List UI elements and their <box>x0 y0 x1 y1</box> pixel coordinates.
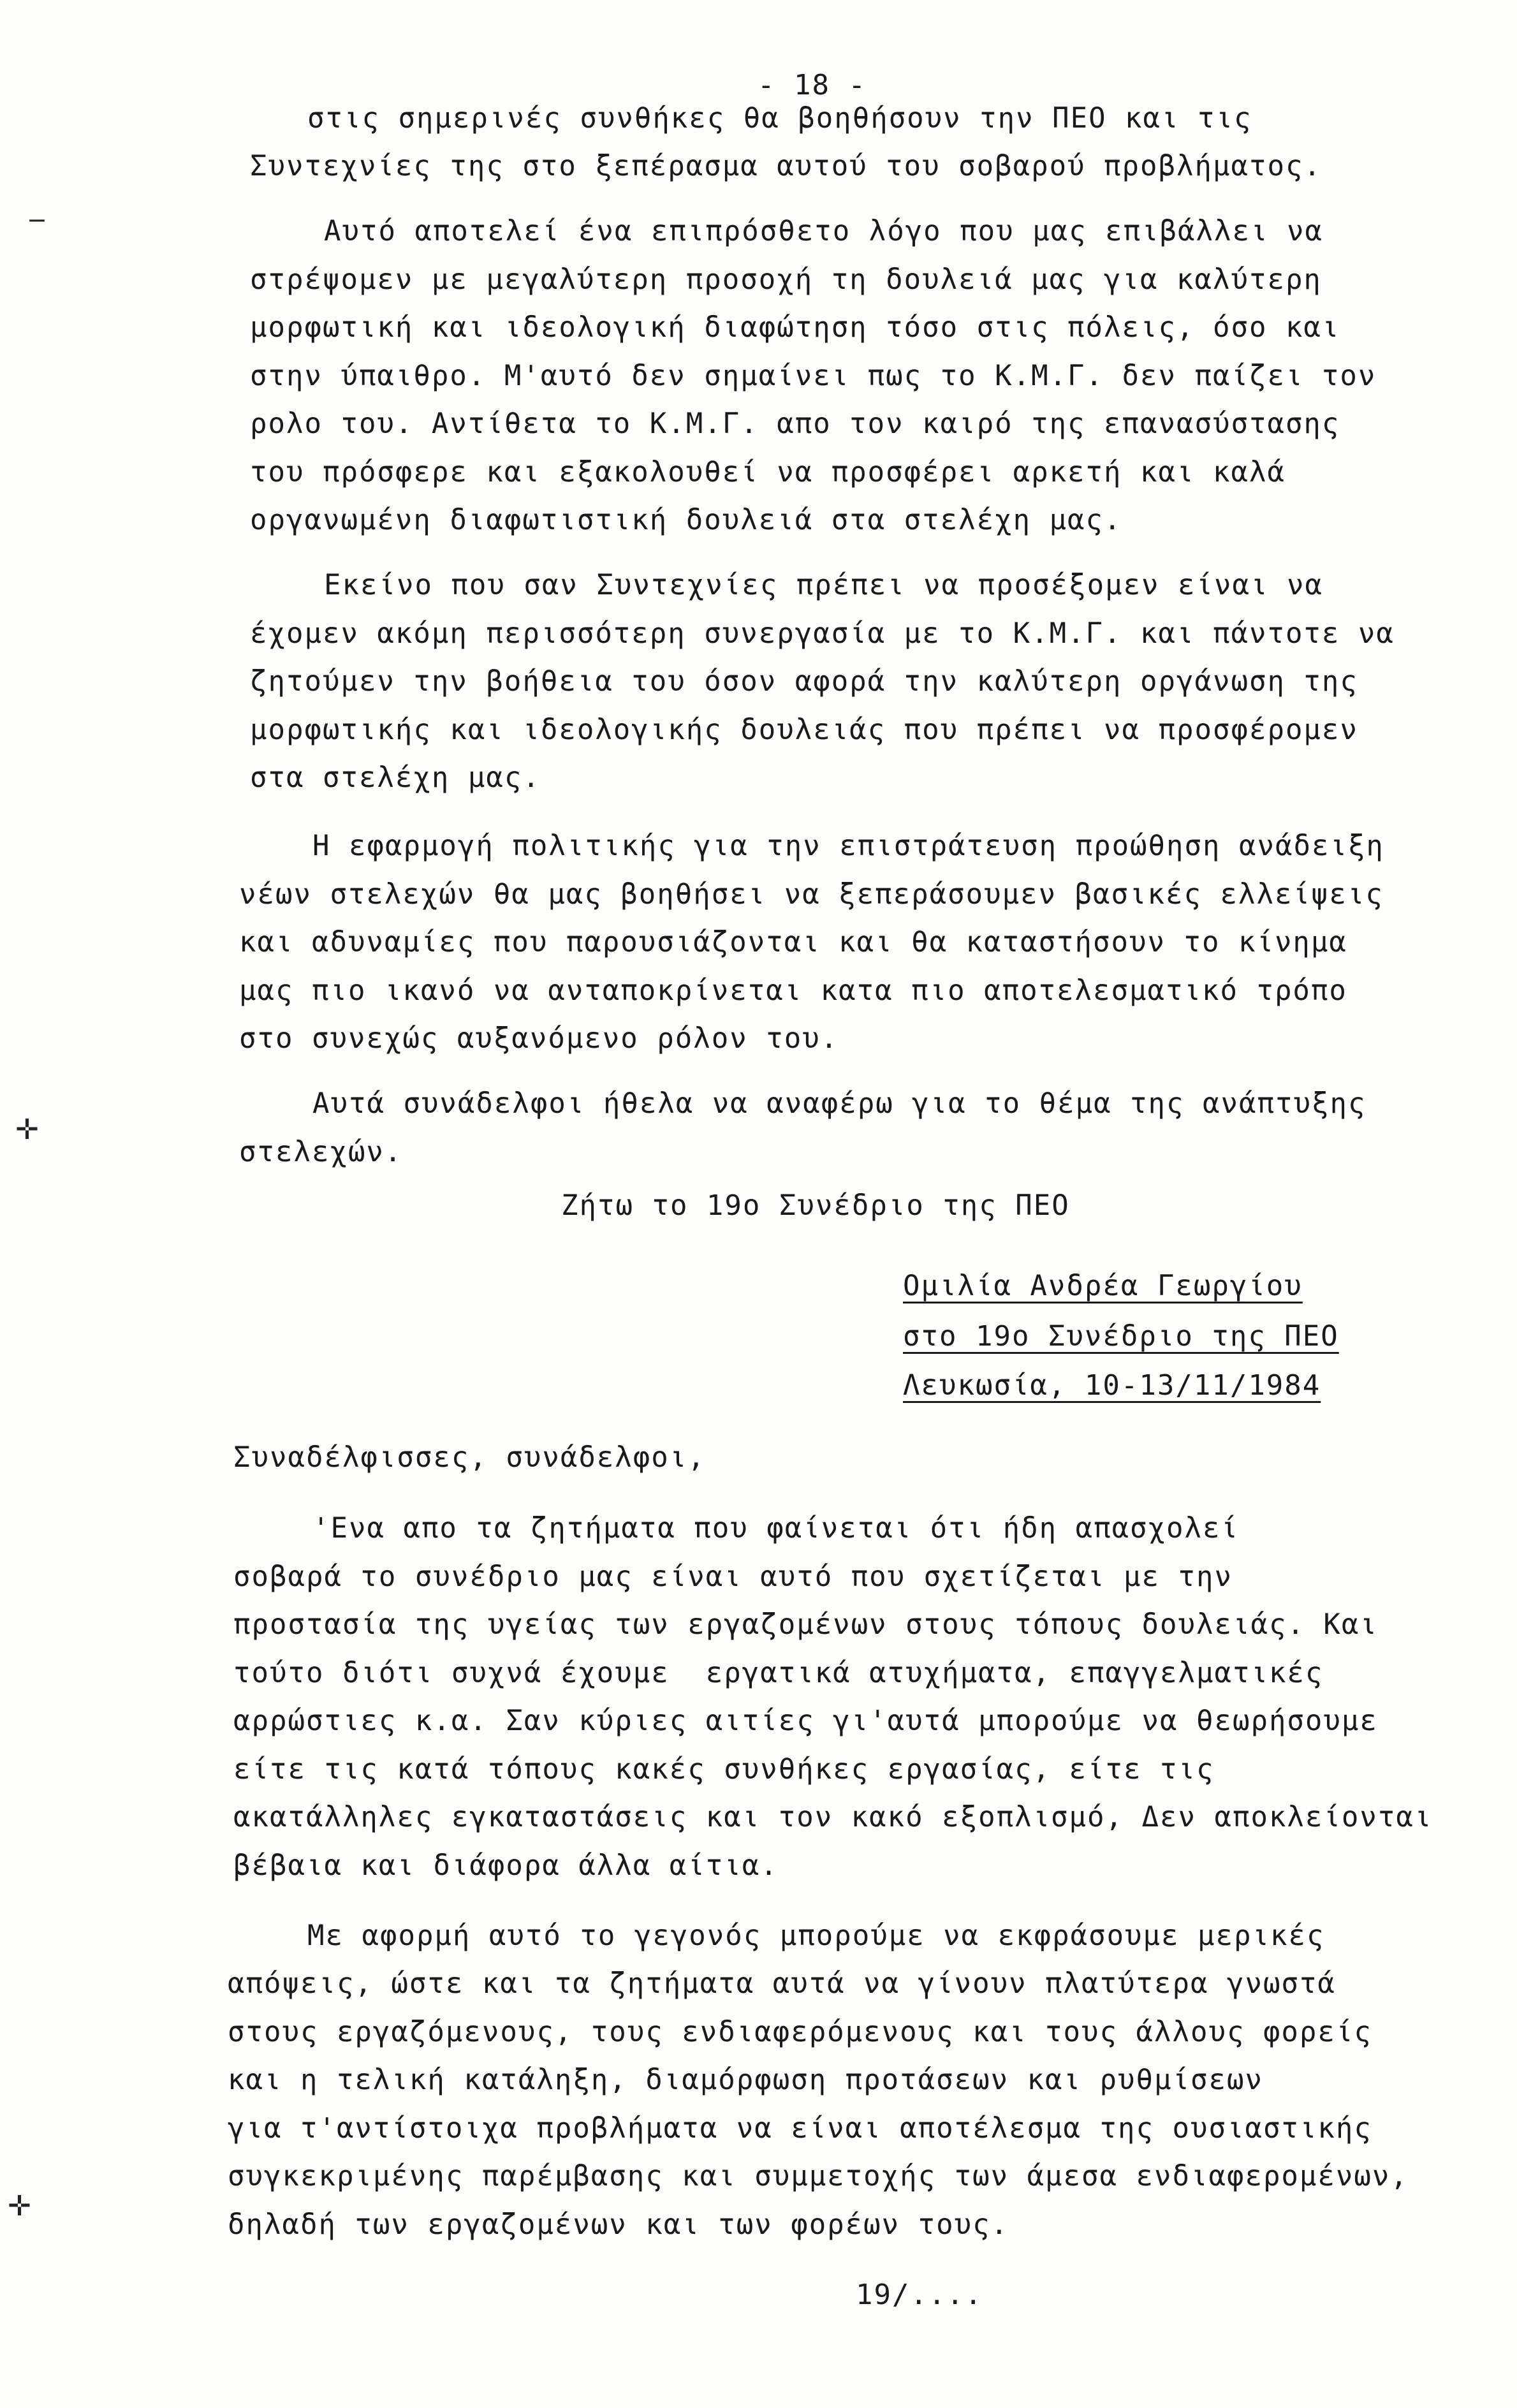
text-line: μορφωτική και ιδεολογική διαφώτηση τόσο στις πόλεις, όσο και <box>250 311 1340 344</box>
text-line: έχομεν ακόμη περισσότερη συνεργασία με το Κ.Μ.Γ. και πάντοτε να <box>250 617 1395 650</box>
text-line: σοβαρά το συνέδριο μας είναι αυτό που σχετίζεται με την <box>233 1560 1233 1593</box>
text-line: οργανωμένη διαφωτιστική δουλειά στα στελέχη μας. <box>250 504 1122 536</box>
text-line: τούτο διότι συχνά έχουμε εργατικά ατυχήματα, επαγγελματικές <box>233 1657 1324 1689</box>
text-line: 'Ενα απο τα ζητήματα που φαίνεται ότι ήδη απασχολεί <box>312 1512 1240 1545</box>
text-line: στο συνεχώς αυξανόμενο ρόλον του. <box>239 1022 839 1055</box>
text-line: Με αφορμή αυτό το γεγονός μπορούμε να εκφράσουμε μερικές <box>307 1920 1325 1952</box>
margin-mark-icon: ✛ <box>15 1113 40 1146</box>
text-line: Εκείνο που σαν Συντεχνίες πρέπει να προσέξομεν είναι να <box>324 569 1323 601</box>
text-line: απόψεις, ώστε και τα ζητήματα αυτά να γίνουν πλατύτερα γνωστά <box>228 1967 1336 2000</box>
text-line: του πρόσφερε και εξακολουθεί να προσφέρει αρκετή και καλά <box>250 456 1286 488</box>
margin-mark-icon: ‒ <box>28 203 47 235</box>
text-line: προστασία της υγείας των εργαζομένων στους τόπους δουλειάς. Και <box>233 1608 1378 1641</box>
text-line: Η εφαρμογή πολιτικής για την επιστράτευση προώθηση ανάδειξη <box>312 830 1384 862</box>
text-line: νέων στελεχών θα μας βοηθήσει να ξεπεράσουμεν βασικές ελλείψεις <box>239 878 1384 911</box>
text-line: ρολο του. Αντίθετα το Κ.Μ.Γ. απο τον καιρό της επανασύστασης <box>250 407 1340 440</box>
text-line: Αυτό αποτελεί ένα επιπρόσθετο λόγο που μας επιβάλλει να <box>324 215 1323 247</box>
margin-mark-icon: ✛ <box>8 2190 33 2222</box>
text-line: Συντεχνίες της στο ξεπέρασμα αυτού του σοβαρού προβλήματος. <box>250 150 1322 182</box>
page-number: - 18 - <box>758 69 867 101</box>
continuation-marker: 19/.... <box>856 2279 983 2311</box>
closing-line: Ζήτω το 19ο Συνέδριο της ΠΕΟ <box>561 1189 1070 1222</box>
text-line: ακατάλληλες εγκαταστάσεις και τον κακό εξοπλισμό, Δεν αποκλείονται <box>233 1801 1433 1833</box>
text-line: είτε τις κατά τόπους κακές συνθήκες εργασίας, είτε τις <box>233 1753 1215 1786</box>
text-line: μορφωτικής και ιδεολογικής δουλειάς που πρέπει να προσφέρομεν <box>250 714 1358 746</box>
speech-heading-place-date: Λευκωσία, 10-13/11/1984 <box>903 1369 1321 1402</box>
text-line: στα στελέχη μας. <box>250 761 541 794</box>
text-line: συγκεκριμένης παρέμβασης και συμμετοχής των άμεσα ενδιαφερομένων, <box>228 2160 1409 2192</box>
text-line: στρέψομεν με μεγαλύτερη προσοχή τη δουλειά μας για καλύτερη <box>250 263 1322 296</box>
text-line: ζητούμεν την βοήθεια του όσον αφορά την καλύτερη οργάνωση της <box>250 665 1358 698</box>
text-line: βέβαια και διάφορα άλλα αίτια. <box>233 1849 779 1882</box>
text-line: στην ύπαιθρο. Μ'αυτό δεν σημαίνει πως το Κ.Μ.Γ. δεν παίζει τον <box>250 360 1377 392</box>
text-line: και η τελική κατάληξη, διαμόρφωση προτάσεων και ρυθμίσεων <box>228 2064 1263 2096</box>
text-line: στις σημερινές συνθήκες θα βοηθήσουν την ΠΕΟ και τις <box>307 102 1252 135</box>
text-line: δηλαδή των εργαζομένων και των φορέων τους. <box>228 2208 1009 2241</box>
text-line: στους εργαζόμενους, τους ενδιαφερόμενους και τους άλλους φορείς <box>228 2016 1372 2048</box>
speech-heading-event: στο 19ο Συνέδριο της ΠΕΟ <box>903 1320 1339 1353</box>
text-line: Αυτά συνάδελφοι ήθελα να αναφέρω για το θέμα της ανάπτυξης <box>312 1087 1367 1120</box>
text-line: και αδυναμίες που παρουσιάζονται και θα καταστήσουν το κίνημα <box>239 926 1347 958</box>
text-line: για τ'αντίστοιχα προβλήματα να είναι αποτέλεσμα της ουσιαστικής <box>228 2112 1372 2145</box>
text-line: αρρώστιες κ.α. Σαν κύριες αιτίες γι'αυτά μπορούμε να θεωρήσουμε <box>233 1705 1378 1737</box>
speech-heading-title: Ομιλία Ανδρέα Γεωργίου <box>903 1270 1303 1302</box>
text-line: μας πιο ικανό να ανταποκρίνεται κατα πιο αποτελεσματικό τρόπο <box>239 974 1347 1007</box>
text-line: στελεχών. <box>239 1136 403 1168</box>
salutation: Συναδέλφισσες, συνάδελφοι, <box>233 1441 706 1474</box>
